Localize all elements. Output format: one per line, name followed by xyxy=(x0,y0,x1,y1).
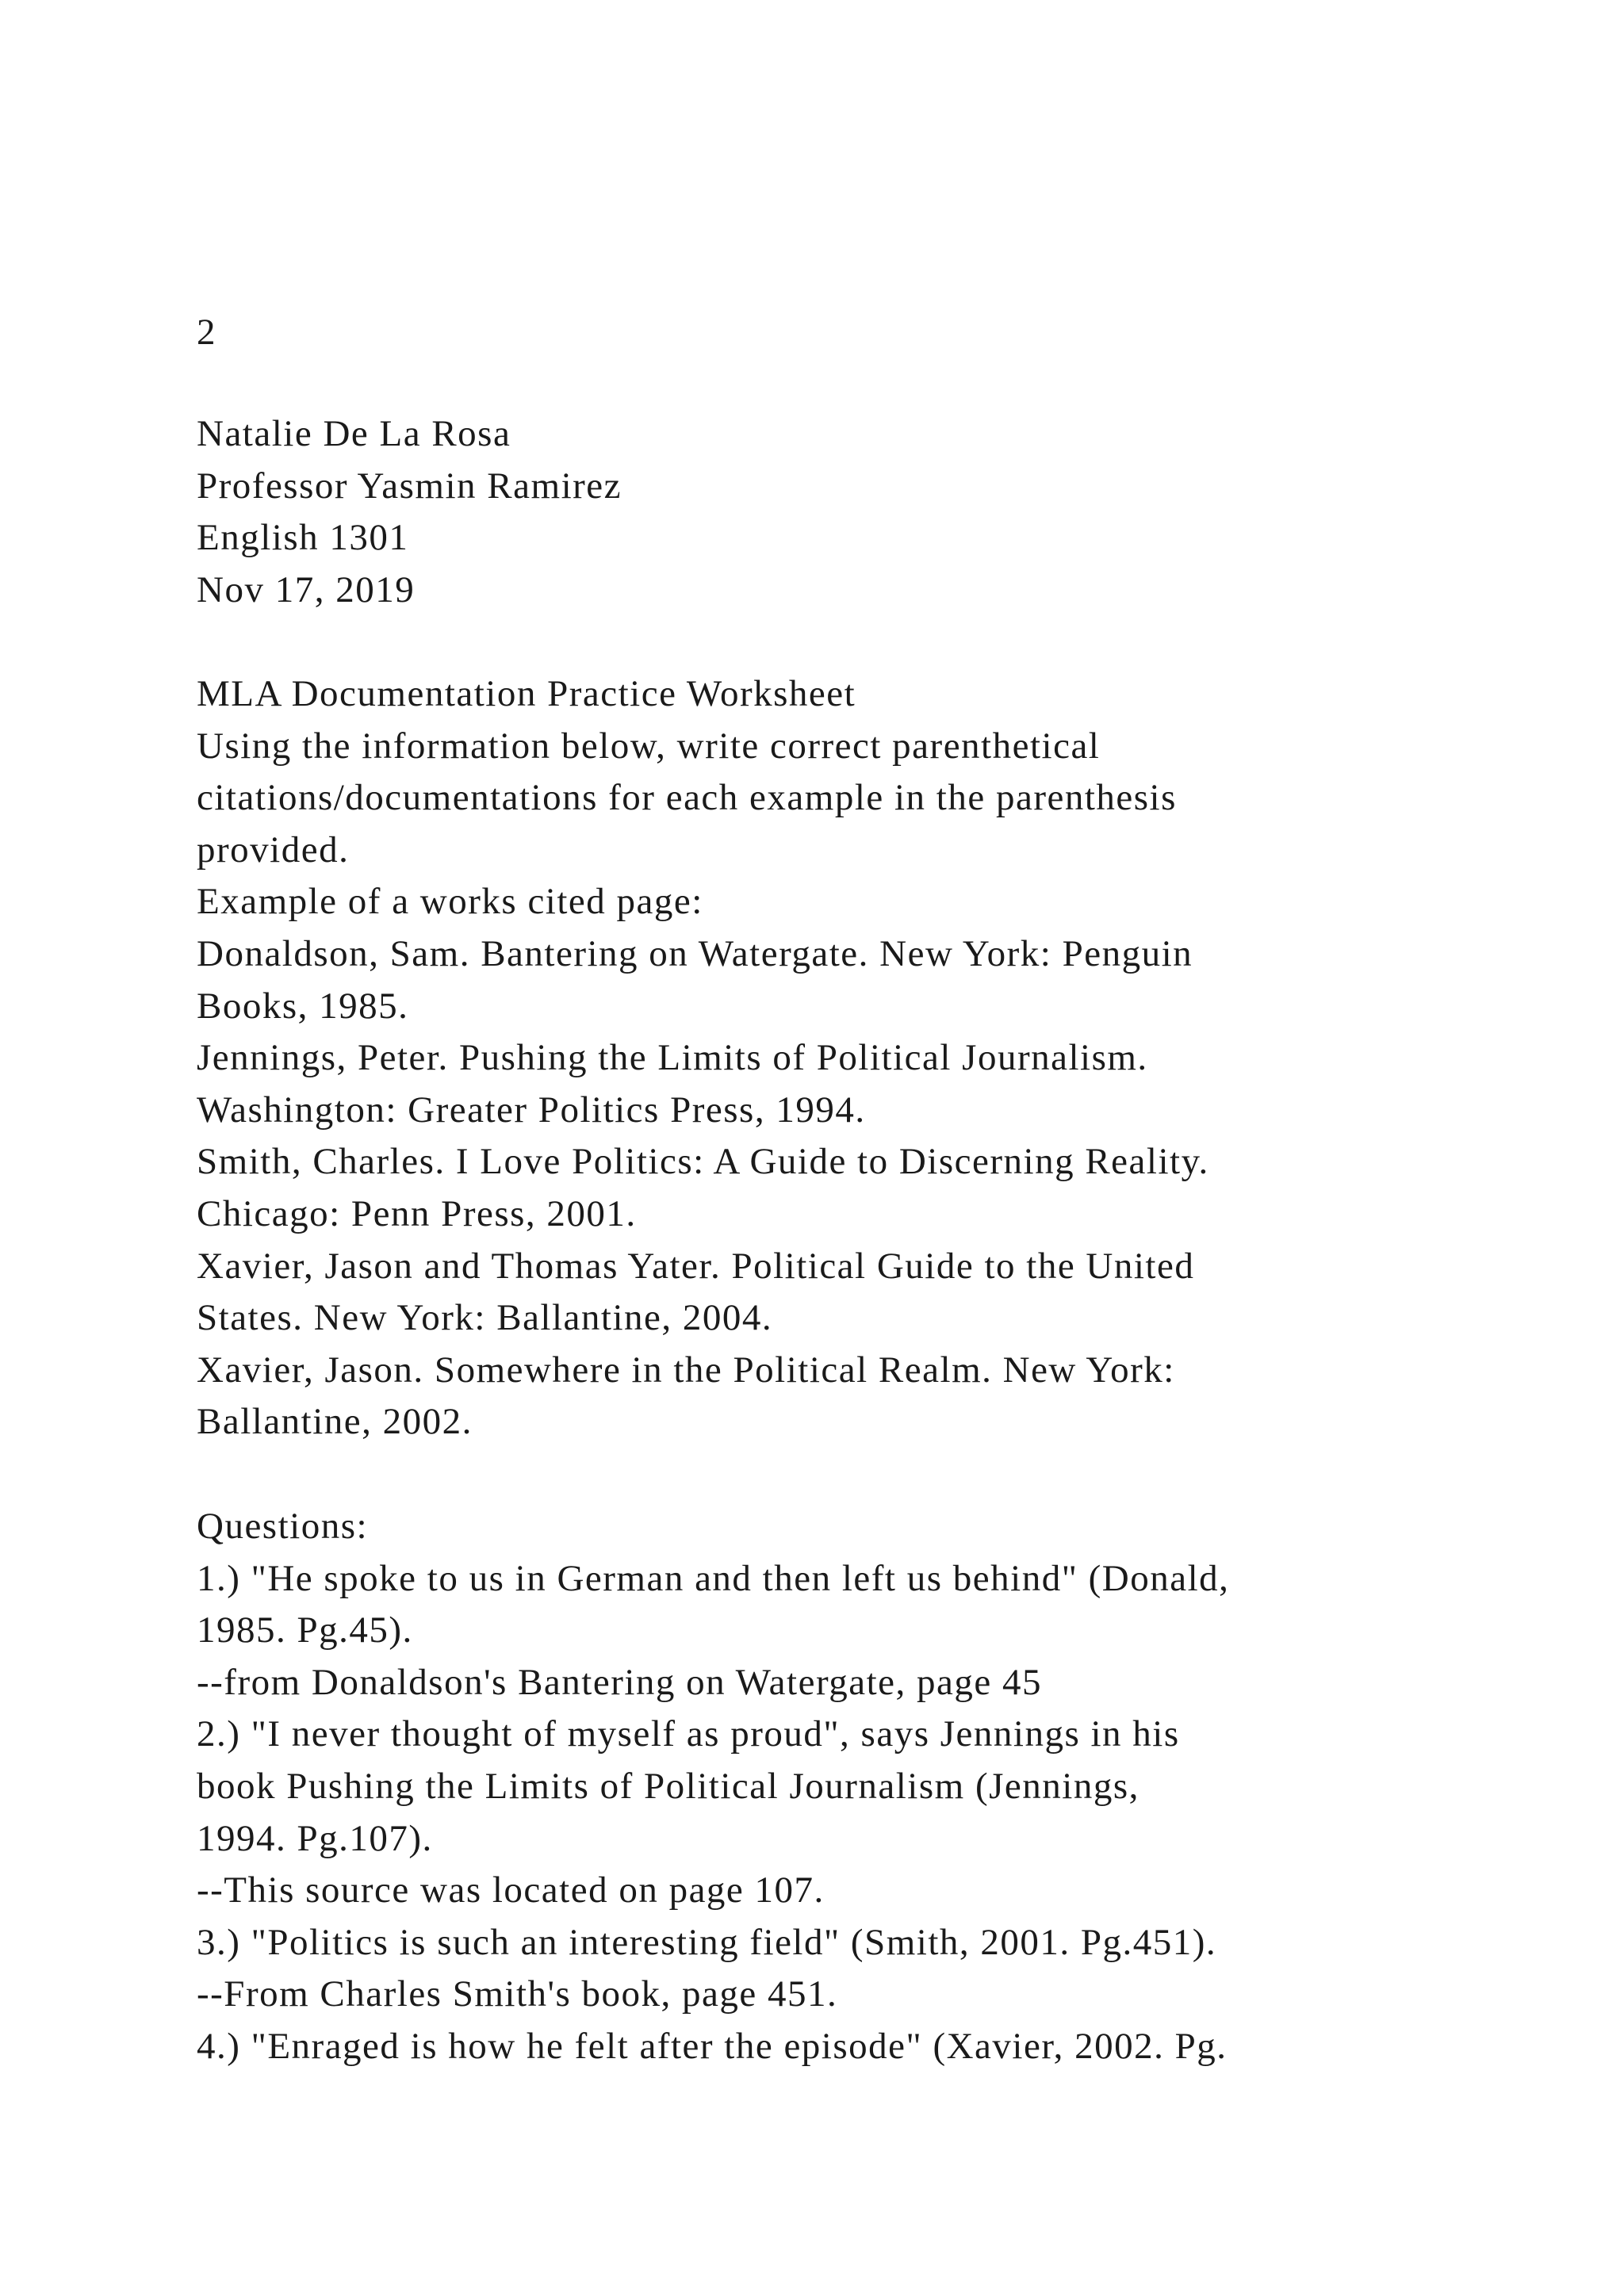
course-name: English 1301 xyxy=(197,517,409,559)
question-line: 1994. Pg.107). xyxy=(197,1817,433,1859)
question-line: --from Donaldson's Bantering on Watergate, page 45 xyxy=(197,1661,1042,1703)
works-cited-entry-line: Washington: Greater Politics Press, 1994. xyxy=(197,1089,866,1131)
worksheet-body xyxy=(197,668,1545,1448)
works-cited-entry-line: Books, 1985. xyxy=(197,985,409,1027)
professor-name: Professor Yasmin Ramirez xyxy=(197,465,622,507)
question-line: --From Charles Smith's book, page 451. xyxy=(197,1973,838,2015)
question-line: 4.) "Enraged is how he felt after the episode" (Xavier, 2002. Pg. xyxy=(197,2025,1228,2067)
works-cited-entry-line: Chicago: Penn Press, 2001. xyxy=(197,1192,637,1234)
page-number: 2 xyxy=(197,312,216,353)
works-cited-entry-line: Jennings, Peter. Pushing the Limits of Political Journalism. xyxy=(197,1037,1148,1079)
questions-section xyxy=(197,1501,1545,2073)
question-line: book Pushing the Limits of Political Journalism (Jennings, xyxy=(197,1765,1139,1807)
works-cited-entry-line: Ballantine, 2002. xyxy=(197,1401,473,1443)
student-name: Natalie De La Rosa xyxy=(197,413,511,454)
question-line: 2.) "I never thought of myself as proud", says Jennings in his xyxy=(197,1713,1180,1755)
works-cited-entry-line: Smith, Charles. I Love Politics: A Guide to Discerning Reality. xyxy=(197,1141,1209,1183)
works-cited-entry-line: Xavier, Jason. Somewhere in the Political Realm. New York: xyxy=(197,1349,1175,1391)
question-line: 1985. Pg.45). xyxy=(197,1609,413,1651)
questions-heading: Questions: xyxy=(197,1506,369,1547)
works-cited-entry-line: States. New York: Ballantine, 2004. xyxy=(197,1297,773,1339)
instructions-line: Using the information below, write correct parenthetical xyxy=(197,725,1101,767)
works-cited-entry-line: Xavier, Jason and Thomas Yater. Political Guide to the United xyxy=(197,1245,1195,1287)
instructions-line: provided. xyxy=(197,828,350,871)
document-header xyxy=(197,408,1545,616)
works-cited-entry-line: Donaldson, Sam. Bantering on Watergate. New York: Penguin xyxy=(197,932,1193,974)
question-line: 3.) "Politics is such an interesting field" (Smith, 2001. Pg.451). xyxy=(197,1921,1217,1963)
worksheet-title: MLA Documentation Practice Worksheet xyxy=(197,673,856,714)
instructions-line: citations/documentations for each example in the parenthesis xyxy=(197,777,1177,819)
document-date: Nov 17, 2019 xyxy=(197,568,416,610)
question-line: --This source was located on page 107. xyxy=(197,1869,825,1911)
question-line: 1.) "He spoke to us in German and then left us behind" (Donald, xyxy=(197,1557,1230,1599)
works-cited-heading: Example of a works cited page: xyxy=(197,881,703,923)
